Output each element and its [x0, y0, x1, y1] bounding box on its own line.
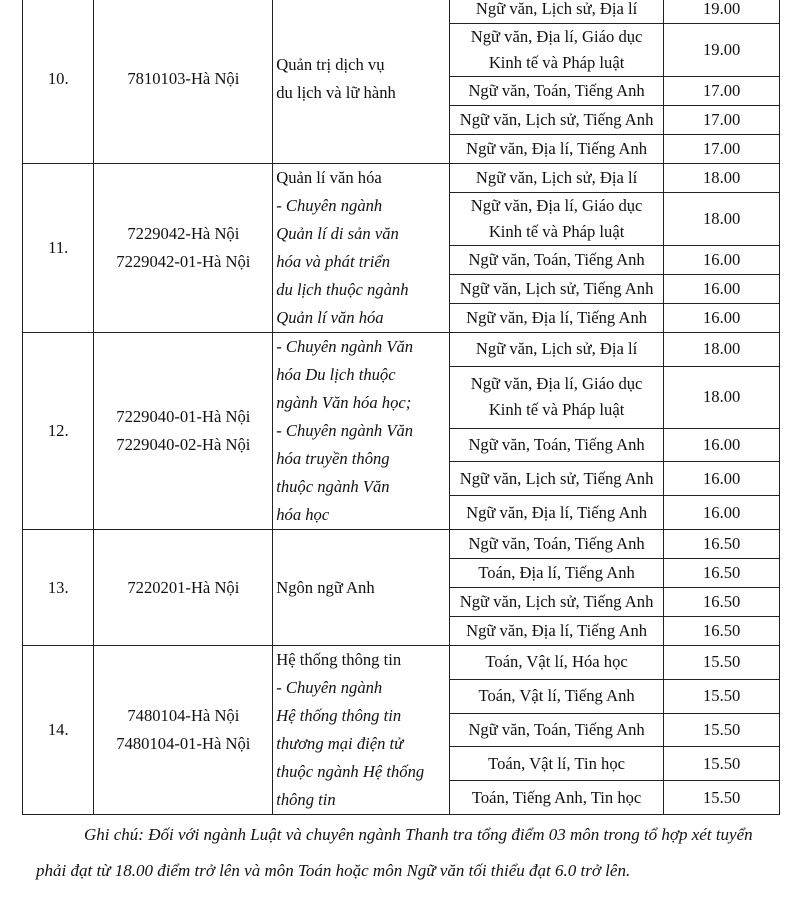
subject-combination: [449, 646, 663, 680]
admission-score: 16.50: [664, 559, 780, 588]
admission-score: 16.50: [664, 530, 780, 559]
subject-combination: [449, 366, 663, 428]
subject-combination-line: Toán, Vật lí, Tiếng Anh: [478, 686, 635, 706]
subject-combination: [449, 304, 663, 333]
admission-score-table: [22, 0, 780, 815]
major-code: 7229040-02-Hà Nội: [116, 435, 251, 454]
major-name-cell: [273, 530, 450, 646]
major-code-cell: [94, 164, 273, 333]
major-name-line: Hệ thống thông tin: [276, 650, 402, 669]
subject-combination: [449, 106, 663, 135]
major-code: 7229040-01-Hà Nội: [116, 407, 251, 426]
subject-combination-line: Ngữ văn, Địa lí, Giáo dục: [470, 374, 643, 394]
subject-combination-line: Toán, Vật lí, Tin học: [488, 753, 625, 773]
subject-combination-line: Kinh tế và Pháp luật: [488, 53, 625, 72]
major-code: 7220201-Hà Nội: [127, 577, 240, 597]
major-name-line: thuộc ngành Hệ thống: [276, 762, 425, 781]
major-name-line: ngành Văn hóa học;: [276, 393, 412, 412]
subject-combination: [449, 246, 663, 275]
major-name-line: Quản lí văn hóa: [276, 168, 382, 187]
major-code: 7480104-Hà Nội: [127, 706, 240, 725]
admission-score: 16.00: [664, 275, 780, 304]
major-code-cell: [94, 530, 273, 646]
subject-combination: [449, 530, 663, 559]
subject-combination-line: Ngữ văn, Toán, Tiếng Anh: [468, 434, 645, 454]
admission-score: 15.50: [664, 646, 780, 680]
major-name-cell: [273, 164, 450, 333]
major-code-cell: [94, 646, 273, 815]
admission-score: 19.00: [664, 0, 780, 24]
row-number: 13.: [23, 530, 94, 646]
major-name-cell: [273, 646, 450, 815]
subject-combination: [449, 275, 663, 304]
admission-score: 17.00: [664, 77, 780, 106]
major-name-line: thuộc ngành Văn: [276, 477, 390, 496]
major-name-line: - Chuyên ngành Văn: [276, 421, 414, 440]
table-row: [23, 0, 780, 24]
table-row: [23, 646, 780, 680]
major-name-line: hóa học: [276, 505, 330, 524]
subject-combination: [449, 559, 663, 588]
subject-combination-line: Ngữ văn, Địa lí, Tiếng Anh: [466, 308, 648, 327]
subject-combination-line: Toán, Tiếng Anh, Tin học: [471, 787, 642, 807]
subject-combination-line: Ngữ văn, Toán, Tiếng Anh: [468, 719, 645, 739]
major-name-line: hóa Du lịch thuộc: [276, 365, 396, 384]
subject-combination-line: Ngữ văn, Lịch sử, Địa lí: [475, 339, 638, 359]
subject-combination-line: Ngữ văn, Lịch sử, Tiếng Anh: [459, 279, 654, 298]
subject-combination-line: Ngữ văn, Lịch sử, Tiếng Anh: [459, 592, 654, 611]
subject-combination: [449, 496, 663, 530]
table-row: [23, 333, 780, 367]
subject-combination-line: Ngữ văn, Địa lí, Tiếng Anh: [466, 621, 648, 640]
row-number: 10.: [23, 0, 94, 164]
subject-combination: [449, 428, 663, 462]
major-code-cell: [94, 333, 273, 530]
row-number: 11.: [23, 164, 94, 333]
subject-combination-line: Ngữ văn, Địa lí, Tiếng Anh: [466, 502, 648, 522]
row-number: 14.: [23, 646, 94, 815]
admission-score: 16.00: [664, 462, 780, 496]
admission-score: 18.00: [664, 164, 780, 193]
subject-combination: [449, 747, 663, 781]
row-number: 12.: [23, 333, 94, 530]
subject-combination-line: Ngữ văn, Toán, Tiếng Anh: [468, 81, 645, 100]
subject-combination: [449, 77, 663, 106]
major-name-line: du lịch và lữ hành: [276, 83, 396, 102]
major-name-line: Hệ thống thông tin: [276, 706, 402, 725]
major-name-line: thương mại điện tử: [276, 734, 404, 753]
admission-score: 16.00: [664, 304, 780, 333]
admission-score: 16.00: [664, 496, 780, 530]
major-name-line: hóa truyền thông: [276, 449, 390, 468]
admission-score: 19.00: [664, 24, 780, 77]
admission-score: 18.00: [664, 366, 780, 428]
admission-score: 15.50: [664, 679, 780, 713]
admission-score: 18.00: [664, 333, 780, 367]
subject-combination-line: Kinh tế và Pháp luật: [488, 222, 625, 241]
major-code: 7229042-01-Hà Nội: [116, 252, 251, 271]
table-row: [23, 530, 780, 559]
subject-combination-line: Ngữ văn, Toán, Tiếng Anh: [468, 534, 645, 553]
subject-combination: [449, 193, 663, 246]
admission-score: 18.00: [664, 193, 780, 246]
major-name-line: du lịch thuộc ngành: [276, 280, 409, 299]
subject-combination: [449, 135, 663, 164]
subject-combination-line: Ngữ văn, Địa lí, Giáo dục: [470, 27, 643, 46]
subject-combination-line: Ngữ văn, Địa lí, Tiếng Anh: [466, 139, 648, 158]
admission-score: 15.50: [664, 747, 780, 781]
major-name-line: Quản lí văn hóa: [276, 308, 384, 327]
subject-combination-line: Toán, Địa lí, Tiếng Anh: [478, 563, 635, 582]
subject-combination: [449, 0, 663, 24]
major-name-line: Quản lí di sản văn: [276, 224, 399, 243]
subject-combination-line: Ngữ văn, Lịch sử, Tiếng Anh: [459, 110, 654, 129]
major-code: 7480104-01-Hà Nội: [116, 734, 251, 753]
admission-score: 17.00: [664, 135, 780, 164]
admission-score: 16.00: [664, 428, 780, 462]
subject-combination: [449, 462, 663, 496]
admission-score: 16.00: [664, 246, 780, 275]
major-name-line: - Chuyên ngành: [276, 196, 383, 215]
table-body: [23, 0, 780, 815]
subject-combination: [449, 679, 663, 713]
subject-combination-line: Ngữ văn, Toán, Tiếng Anh: [468, 250, 645, 269]
subject-combination: [449, 164, 663, 193]
admission-score: 17.00: [664, 106, 780, 135]
major-name-cell: [273, 333, 450, 530]
table-row: [23, 164, 780, 193]
subject-combination-line: Ngữ văn, Lịch sử, Địa lí: [475, 168, 638, 187]
major-name-line: Quản trị dịch vụ: [276, 55, 385, 74]
subject-combination-line: Kinh tế và Pháp luật: [488, 400, 625, 420]
subject-combination: [449, 588, 663, 617]
subject-combination: [449, 24, 663, 77]
admission-score: 16.50: [664, 617, 780, 646]
admission-score: 15.50: [664, 713, 780, 747]
major-name-line: hóa và phát triển: [276, 252, 391, 271]
admission-score: 15.50: [664, 781, 780, 815]
subject-combination: [449, 713, 663, 747]
admission-score: 16.50: [664, 588, 780, 617]
subject-combination-line: Ngữ văn, Lịch sử, Tiếng Anh: [459, 468, 654, 488]
major-code: 7810103-Hà Nội: [127, 69, 240, 88]
footnote: Ghi chú: Đối với ngành Luật và chuyên ngành Thanh tra tổng điểm 03 môn trong tổ hợp xét tuyển phải đạt từ 18.00 điểm trở lên và môn Toán hoặc môn Ngữ văn tối thiểu đạt 6.0 trở lên.: [36, 825, 753, 880]
major-name-line: Ngôn ngữ Anh: [276, 577, 375, 597]
major-name-line: - Chuyên ngành: [276, 678, 383, 697]
major-name-line: - Chuyên ngành Văn: [276, 337, 414, 356]
major-code-cell: [94, 0, 273, 164]
subject-combination: [449, 781, 663, 815]
subject-combination-line: Ngữ văn, Địa lí, Giáo dục: [470, 196, 643, 215]
major-code: 7229042-Hà Nội: [127, 224, 240, 243]
major-name-line: thông tin: [276, 790, 336, 809]
subject-combination-line: Toán, Vật lí, Hóa học: [485, 652, 628, 672]
subject-combination-line: Ngữ văn, Lịch sử, Địa lí: [475, 0, 638, 18]
subject-combination: [449, 333, 663, 367]
subject-combination: [449, 617, 663, 646]
major-name-cell: [273, 0, 450, 164]
